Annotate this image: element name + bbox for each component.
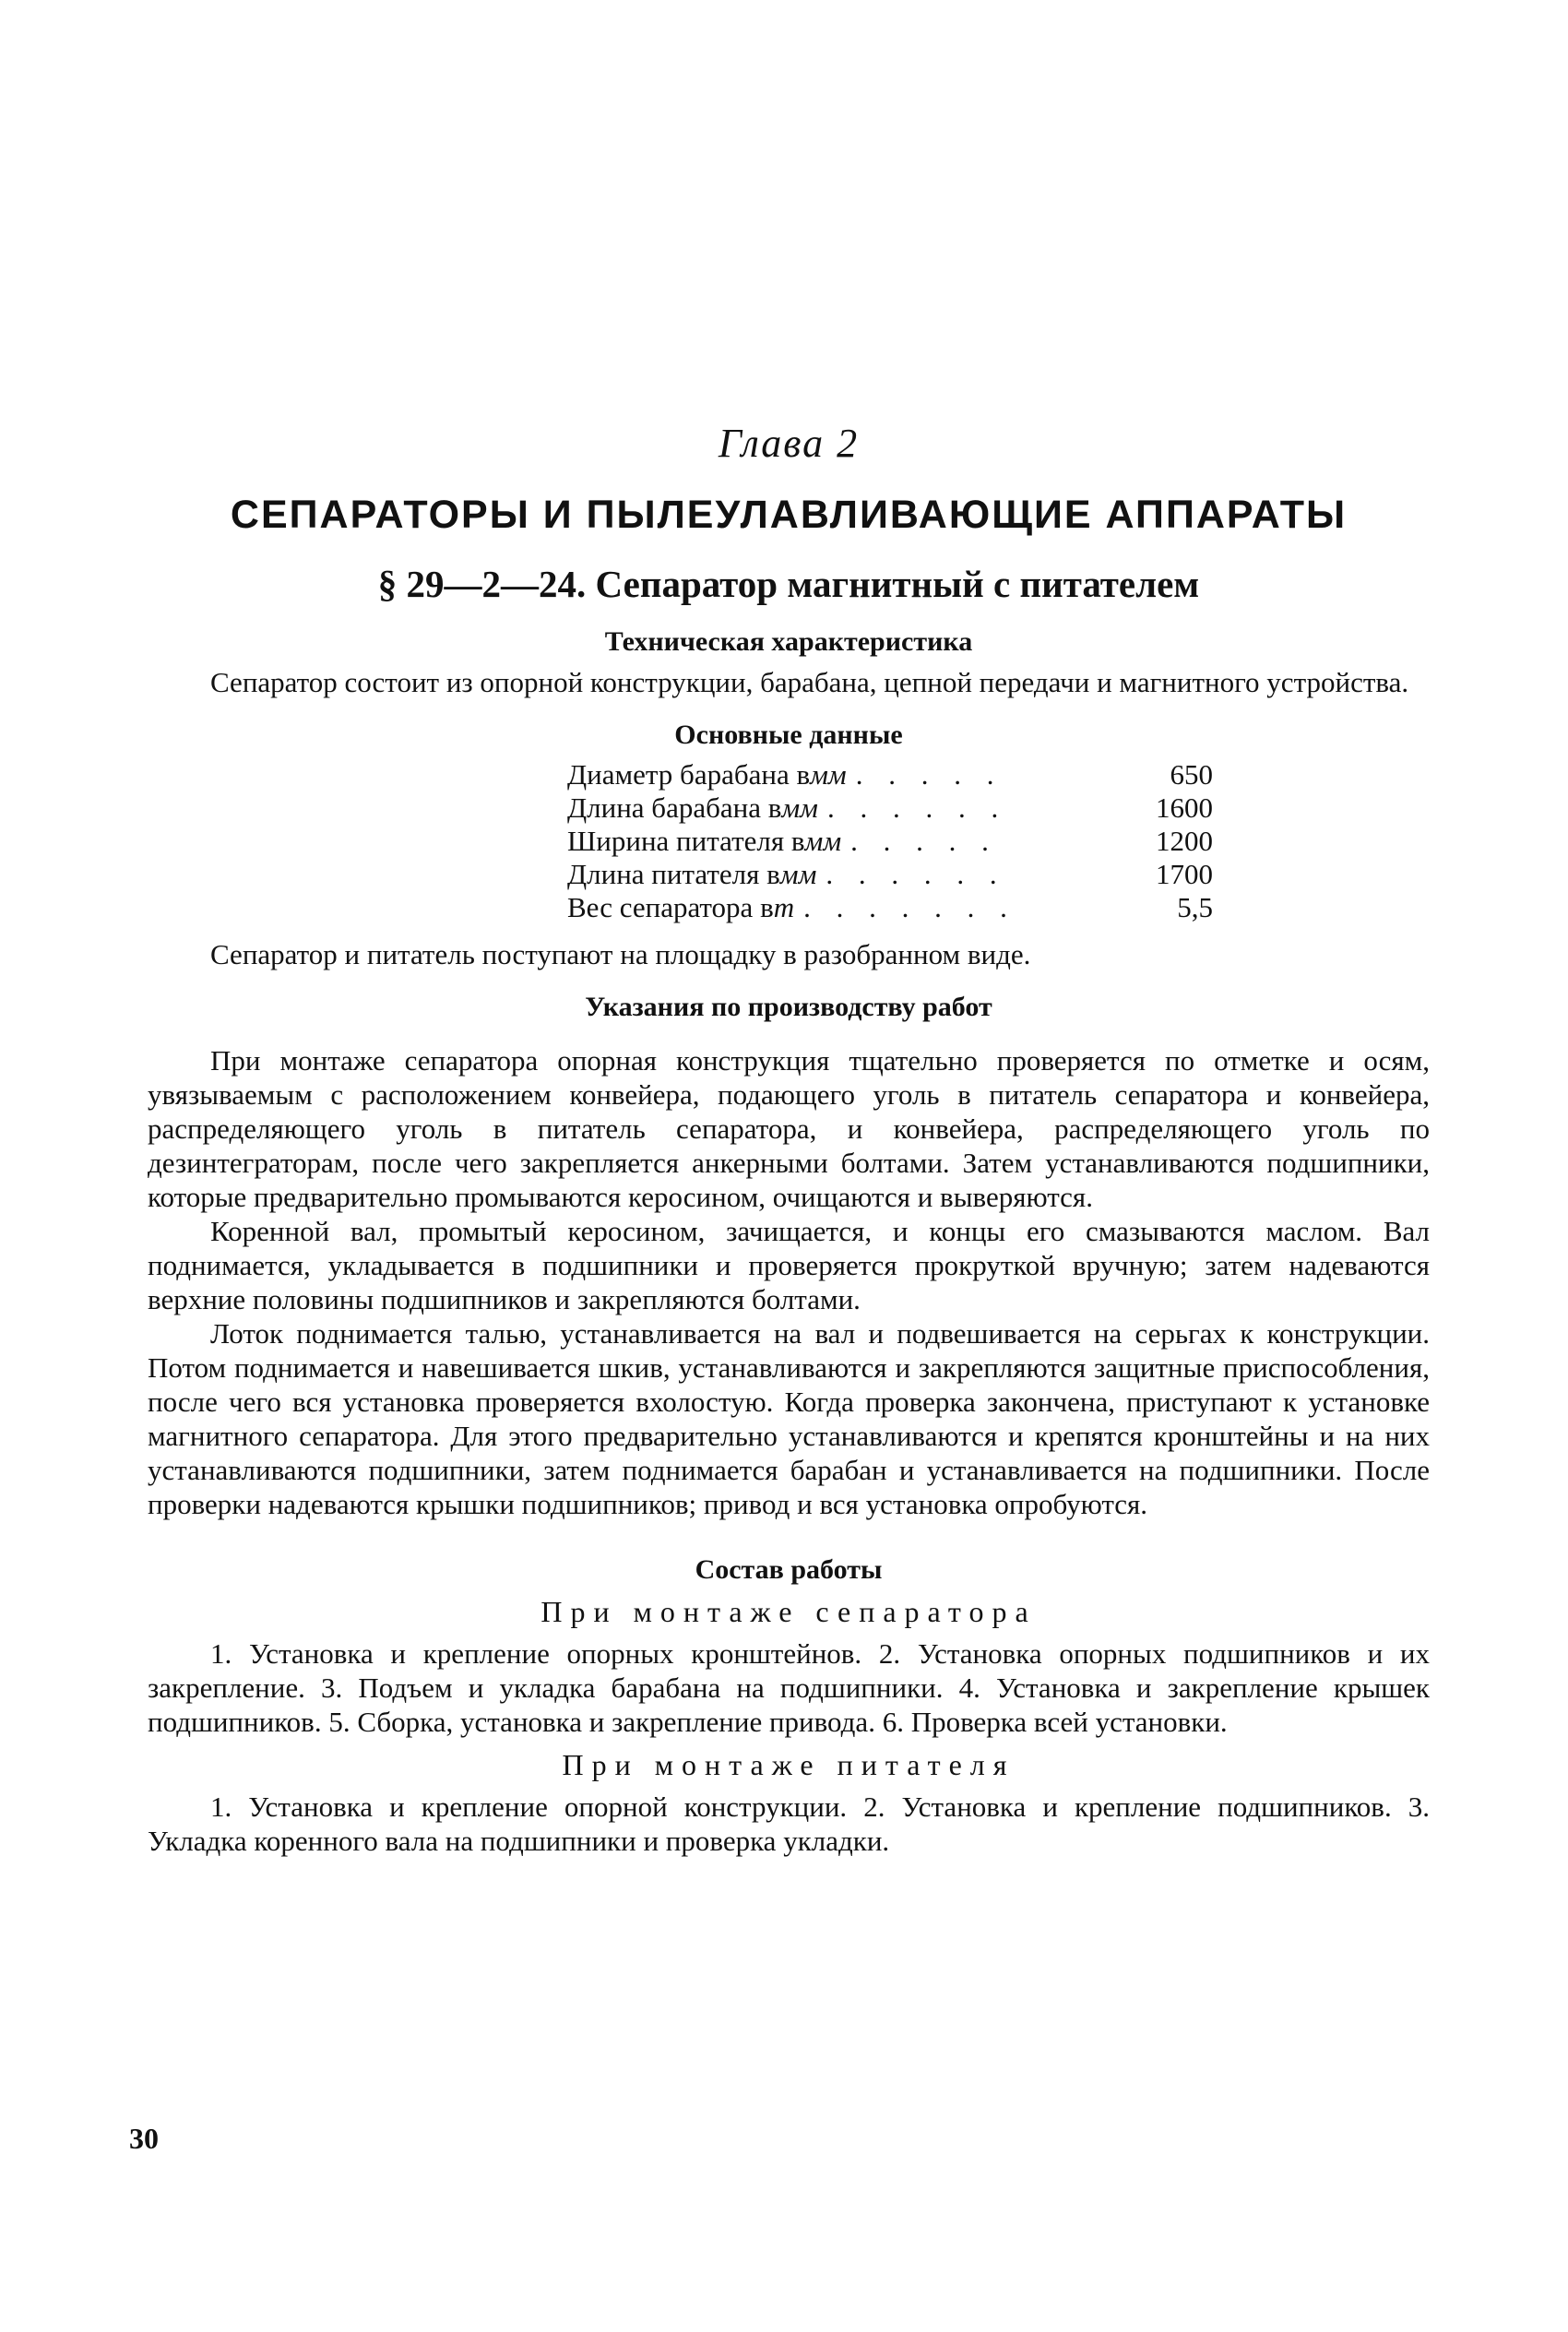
instructions-paragraph: Коренной вал, промытый керосином, зачищается, и концы его смазываются маслом. Вал поднимается, укладывается в подшипники и проверяется прокруткой вручную; затем надеваются верхние половины подшипников и закрепляются болтами. <box>148 1215 1430 1315</box>
chapter-label: Глава 2 <box>718 421 860 466</box>
chapter-title: СЕПАРАТОРЫ И ПЫЛЕУЛАВЛИВАЮЩИЕ АППАРАТЫ <box>230 493 1348 537</box>
spec-row <box>567 758 1213 791</box>
spec-dots: . . . . . . . <box>803 891 1016 923</box>
spec-value: 1200 <box>1156 825 1213 857</box>
separator-work-text: 1. Установка и крепление опорных кронштейнов. 2. Установка опорных подшипников и их закрепление. 3. Подъем и укладка барабана на подшипники. 4. Установка и закрепление крышек подшипников. 5. Сборка, установка и закрепление привода. 6. Проверка всей установки. <box>148 1637 1430 1738</box>
section-title: § 29—2—24. Сепаратор магнитный с питателем <box>377 563 1200 605</box>
instructions-paragraph: Лоток поднимается талью, устанавливается на вал и подвешивается на серьгах к конструкции. Потом поднимается и навешивается шкив, устанавливаются и закрепляются защитные приспособления, после чего вся установка проверяется вхолостую. Когда проверка закончена, приступают к установке магнитного сепаратора. Для этого предварительно устанавливаются и крепятся кронштейны и на них устанавливаются подшипники, затем поднимается барабан и устанавливается на подшипники. После проверки надеваются крышки подшипников; привод и вся установка опробуются. <box>148 1317 1430 1520</box>
instructions-heading: Указания по производству работ <box>585 992 992 1022</box>
spec-name: Длина питателя в <box>567 858 780 890</box>
page-number: 30 <box>129 2122 159 2155</box>
spec-value: 650 <box>1170 758 1213 791</box>
feeder-work-text: 1. Установка и крепление опорной конструкции. 2. Установка и крепление подшипников. 3. Укладка коренного вала на подшипники и проверка укладки. <box>148 1791 1430 1857</box>
spec-row <box>567 891 1213 924</box>
separator-work-heading: При монтаже сепаратора <box>540 1595 1037 1628</box>
spec-name: Ширина питателя в <box>567 825 805 857</box>
spec-unit: мм <box>781 791 818 824</box>
spec-row <box>567 858 1213 891</box>
feeder-work-heading: При монтаже питателя <box>562 1748 1016 1781</box>
delivery-note: Сепаратор и питатель поступают на площадку в разобранном виде. <box>210 938 1031 970</box>
spec-unit: мм <box>779 858 817 890</box>
text-column <box>148 420 1430 1858</box>
spec-unit: мм <box>804 825 842 857</box>
tech-spec-heading: Техническая характеристика <box>604 626 973 657</box>
spec-dots: . . . . . <box>855 758 1004 791</box>
spec-value: 1600 <box>1156 791 1213 824</box>
spec-name: Вес сепаратора в <box>567 891 774 923</box>
spec-row <box>567 791 1213 825</box>
spec-unit: т <box>773 891 795 923</box>
spec-value: 5,5 <box>1177 891 1213 923</box>
spec-dots: . . . . . <box>850 825 998 857</box>
spec-unit: мм <box>810 758 847 791</box>
instructions-paragraph: При монтаже сепаратора опорная конструкция тщательно проверяется по отметке и осям, увязываемым с расположением конвейера, подающего уголь в питатель сепаратора и конвейера, распределяющего уголь в питатель сепаратора, и конвейера, распределяющего уголь по дезинтеграторам, после чего закрепляется анкерными болтами. Затем устанавливаются подшипники, которые предварительно промываются керосином, очищаются и выверяются. <box>148 1044 1430 1213</box>
spec-value: 1700 <box>1156 858 1213 890</box>
spec-dots: . . . . . . <box>826 858 1006 890</box>
main-data-heading: Основные данные <box>674 720 903 750</box>
work-composition-heading: Состав работы <box>695 1554 883 1585</box>
spec-name: Диаметр барабана в <box>567 758 811 791</box>
spec-dots: . . . . . . <box>826 791 1008 824</box>
spec-name: Длина барабана в <box>567 791 782 824</box>
spec-row <box>567 825 1213 858</box>
main-data-list <box>567 758 1213 924</box>
tech-spec-intro: Сепаратор состоит из опорной конструкции, барабана, цепной передачи и магнитного устройства. <box>210 666 1409 698</box>
